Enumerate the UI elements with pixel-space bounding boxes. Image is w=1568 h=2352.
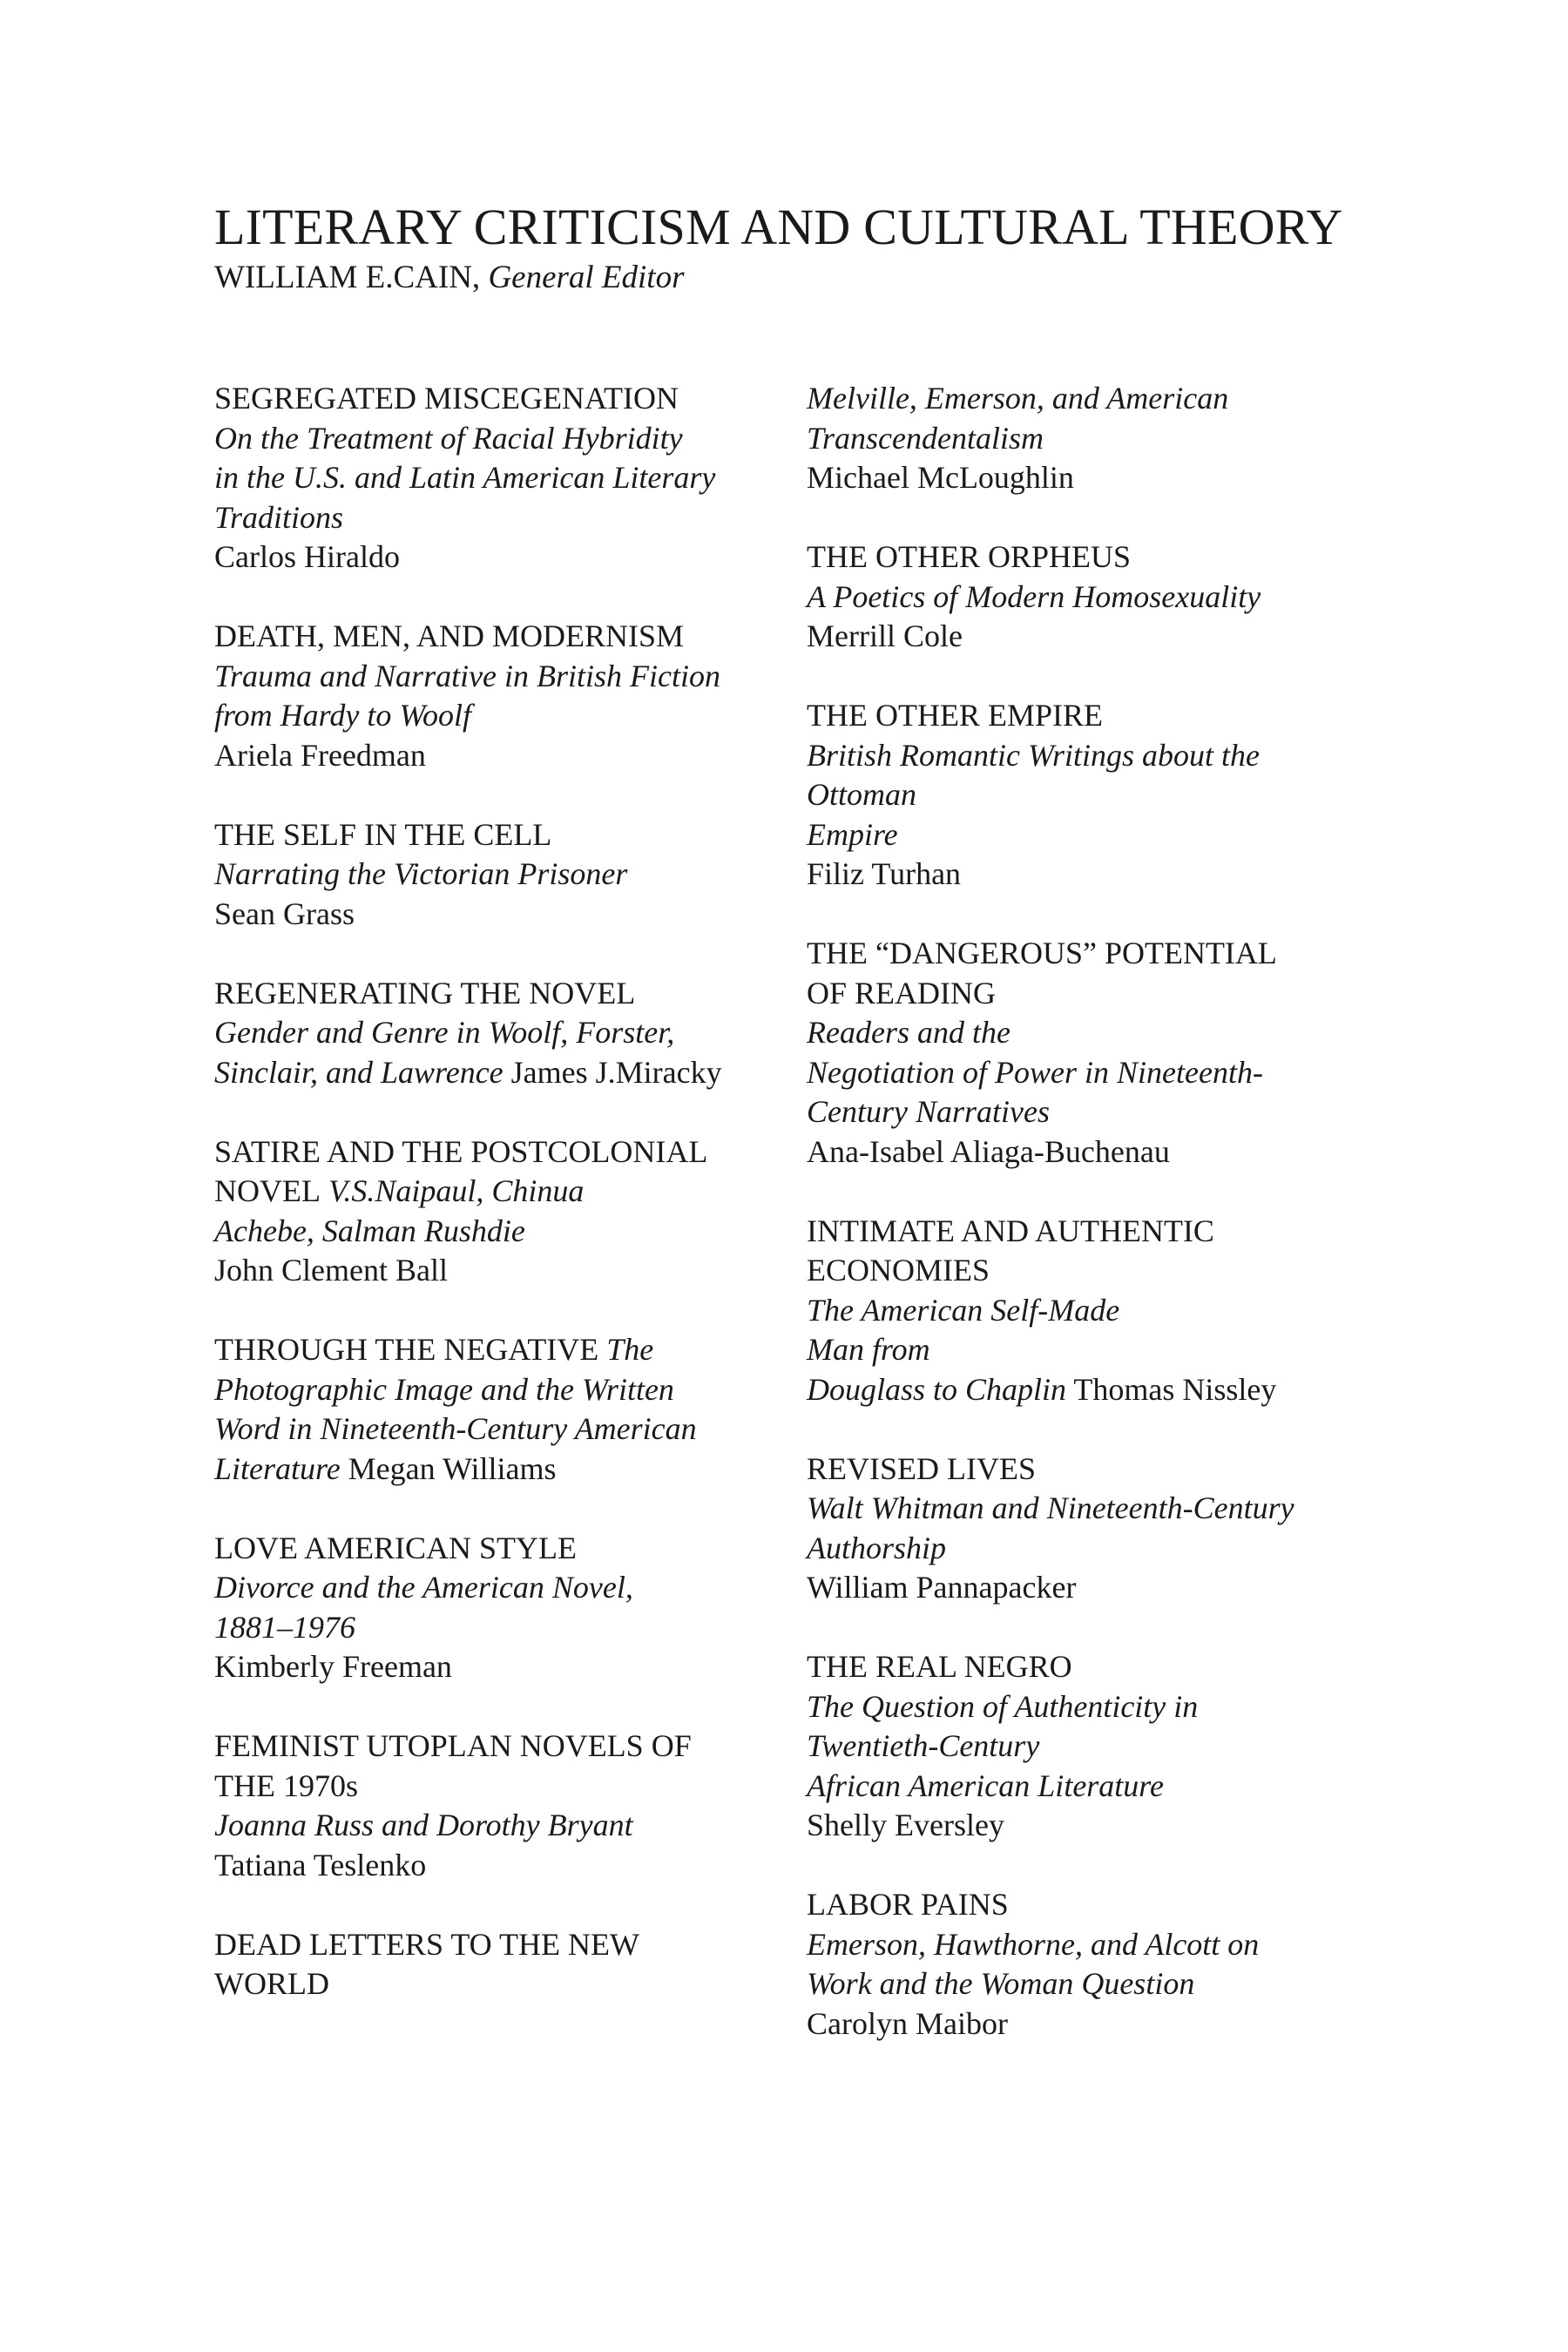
- book-subtitle: from Hardy to Woolf: [214, 698, 472, 733]
- book-title: THE REAL NEGRO: [807, 1649, 1072, 1684]
- editor-name: WILLIAM E.CAIN,: [214, 260, 481, 295]
- book-subtitle: Melville, Emerson, and American: [807, 381, 1229, 416]
- series-title: LITERARY CRITICISM AND CULTURAL THEORY: [214, 199, 1343, 255]
- book-subtitle: Transcendentalism: [807, 420, 1044, 456]
- book-title: THE SELF IN THE CELL: [214, 816, 552, 852]
- book-subtitle: Achebe, Salman Rushdie: [214, 1213, 525, 1248]
- book-subtitle: Ottoman: [807, 777, 916, 812]
- book-title-line: [214, 1172, 789, 1212]
- book-title: LOVE AMERICAN STYLE: [214, 1530, 577, 1565]
- book-subtitle: Empire: [807, 816, 898, 852]
- book-subtitle: Photographic Image and the Written: [214, 1371, 674, 1407]
- book-entry: [214, 1727, 789, 1885]
- book-entry: [214, 1132, 789, 1291]
- book-subtitle: Authorship: [807, 1530, 947, 1565]
- book-subtitle: Word in Nineteenth-Century American: [214, 1411, 697, 1446]
- book-subtitle: Century Narratives: [807, 1094, 1050, 1129]
- book-author: Megan Williams: [340, 1450, 557, 1486]
- book-entry: [214, 617, 789, 775]
- book-title: NOVEL: [214, 1173, 321, 1208]
- book-author: Carolyn Maibor: [807, 2005, 1008, 2041]
- book-title: THE “DANGEROUS” POTENTIAL: [807, 936, 1277, 970]
- book-entry: [807, 1212, 1399, 1410]
- book-subtitle-line: [807, 1370, 1399, 1410]
- book-title: THE OTHER EMPIRE: [807, 698, 1103, 733]
- book-author: Kimberly Freeman: [214, 1649, 452, 1684]
- book-subtitle: in the U.S. and Latin American Literary: [214, 460, 716, 495]
- book-subtitle: Readers and the: [807, 1015, 1010, 1050]
- book-title: REVISED LIVES: [807, 1450, 1036, 1486]
- book-subtitle: Negotiation of Power in Nineteenth-: [807, 1054, 1263, 1090]
- book-author: Michael McLoughlin: [807, 460, 1074, 495]
- book-author: Filiz Turhan: [807, 856, 962, 891]
- book-entry: [214, 379, 789, 578]
- book-entry: [807, 1885, 1399, 2044]
- book-subtitle: British Romantic Writings about the: [807, 737, 1260, 773]
- book-entry: [807, 934, 1399, 1172]
- book-title: ECONOMIES: [807, 1253, 990, 1288]
- book-author: William Pannapacker: [807, 1570, 1077, 1605]
- book-subtitle: A Poetics of Modern Homosexuality: [807, 578, 1261, 614]
- book-title: THROUGH THE NEGATIVE: [214, 1332, 599, 1367]
- book-entry: [807, 696, 1399, 895]
- book-author: John Clement Ball: [214, 1253, 448, 1288]
- book-subtitle: Joanna Russ and Dorothy Bryant: [214, 1808, 633, 1842]
- book-subtitle: The: [598, 1332, 654, 1367]
- book-title: SATIRE AND THE POSTCOLONIAL: [214, 1133, 708, 1169]
- book-entry: [214, 1925, 789, 2004]
- book-subtitle: Walt Whitman and Nineteenth-Century: [807, 1490, 1294, 1525]
- book-title: THE OTHER ORPHEUS: [807, 539, 1132, 574]
- book-subtitle: Gender and Genre in Woolf, Forster,: [214, 1015, 675, 1050]
- book-author: James J.Miracky: [503, 1054, 722, 1090]
- series-editor: [214, 261, 685, 294]
- book-subtitle: Divorce and the American Novel,: [214, 1570, 633, 1605]
- book-title: DEATH, MEN, AND MODERNISM: [214, 618, 685, 653]
- book-entry: [807, 379, 1399, 498]
- book-subtitle-line: [214, 1053, 789, 1093]
- book-subtitle: Literature: [214, 1450, 341, 1486]
- book-entry: [214, 974, 789, 1093]
- book-entry: [214, 1330, 789, 1489]
- book-title: REGENERATING THE NOVEL: [214, 975, 636, 1010]
- editor-role: General Editor: [488, 260, 685, 295]
- book-title-line: [214, 1330, 789, 1370]
- book-entry: [807, 1450, 1399, 1608]
- book-title: THE 1970s: [214, 1767, 358, 1803]
- book-subtitle: Emerson, Hawthorne, and Alcott on: [807, 1926, 1260, 1962]
- book-subtitle: The American Self-Made: [807, 1292, 1120, 1328]
- book-title: DEAD LETTERS TO THE NEW: [214, 1926, 639, 1962]
- book-title: INTIMATE AND AUTHENTIC: [807, 1213, 1214, 1248]
- book-subtitle: Trauma and Narrative in British Fiction: [214, 658, 721, 693]
- book-author: Shelly Eversley: [807, 1808, 1004, 1842]
- book-entry: [214, 1529, 789, 1687]
- book-author: Ana-Isabel Aliaga-Buchenau: [807, 1133, 1170, 1169]
- book-subtitle: African American Literature: [807, 1767, 1164, 1803]
- book-title: LABOR PAINS: [807, 1887, 1009, 1922]
- book-subtitle: Man from: [807, 1332, 930, 1367]
- book-subtitle: Sinclair, and Lawrence: [214, 1054, 504, 1090]
- book-subtitle-line: [214, 1450, 789, 1490]
- book-subtitle: On the Treatment of Racial Hybridity: [214, 420, 683, 456]
- book-author: Thomas Nissley: [1066, 1371, 1277, 1407]
- book-subtitle: V.S.Naipaul, Chinua: [320, 1173, 585, 1208]
- book-subtitle: The Question of Authenticity in: [807, 1688, 1199, 1724]
- book-title: FEMINIST UTOPLAN NOVELS OF: [214, 1728, 692, 1763]
- book-author: Ariela Freedman: [214, 737, 426, 773]
- book-entry: [214, 815, 789, 935]
- book-subtitle: Work and the Woman Question: [807, 1966, 1195, 2001]
- book-title: WORLD: [214, 1966, 329, 2001]
- book-title: OF READING: [807, 975, 997, 1010]
- book-author: Sean Grass: [214, 896, 355, 931]
- book-subtitle: Traditions: [214, 499, 344, 535]
- book-subtitle: Twentieth-Century: [807, 1728, 1040, 1763]
- book-author: Tatiana Teslenko: [214, 1847, 427, 1882]
- book-subtitle: Douglass to Chaplin: [807, 1371, 1067, 1407]
- book-entry: [807, 537, 1399, 657]
- book-author: Carlos Hiraldo: [214, 539, 400, 574]
- left-column: [214, 379, 789, 2044]
- book-subtitle: Narrating the Victorian Prisoner: [214, 856, 628, 891]
- right-column: [807, 379, 1399, 2084]
- book-author: Merrill Cole: [807, 618, 963, 653]
- book-title: SEGREGATED MISCEGENATION: [214, 381, 679, 416]
- book-subtitle: 1881–1976: [214, 1609, 355, 1645]
- book-entry: [807, 1647, 1399, 1846]
